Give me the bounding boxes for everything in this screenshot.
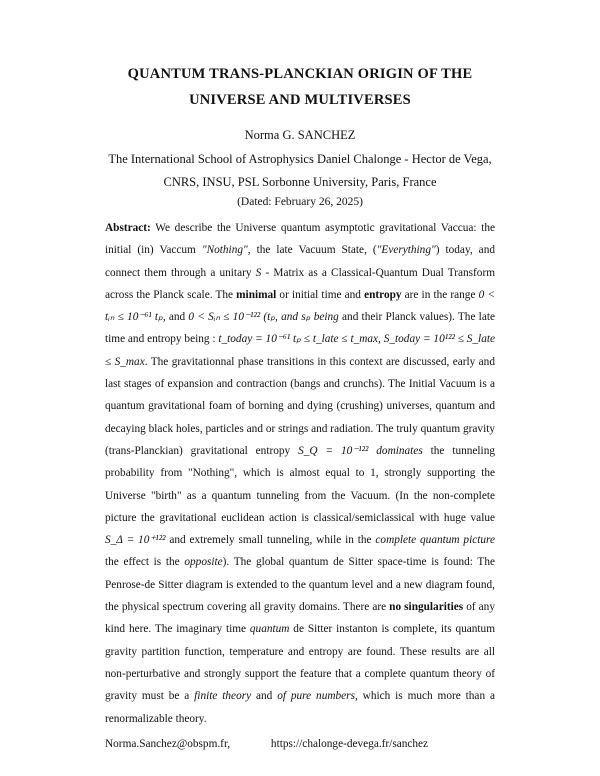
math-sd: S_Δ = 10⁺¹²² [105,534,166,547]
abstract-text: "Nothing" [201,244,248,257]
abstract-text: and extremely small tunneling, while in the [165,534,376,547]
abstract-text: are in the range [401,288,479,301]
math-range-s: 0 < Sᵢₙ ≤ 10⁻¹²² (tₚ, and sₚ being [188,311,339,324]
abstract-text: the tunneling probability from "Nothing", which is almost equal to 1, strongly supporting the Universe "birth" as a quantum tunneling from the Vacuum. (In the non-complete picture the gravitational euclidean action is classical/semiclassical with huge value [105,444,495,524]
abstract [105,217,495,730]
abstract-text: - Matrix as a Classical-Quantum Dual Transform across the Planck scale. The [105,266,495,301]
abstract-text: entropy [364,288,402,301]
abstract-text: complete quantum picture [375,534,495,547]
abstract-text: opposite [184,556,223,569]
abstract-text: minimal [236,288,277,301]
abstract-label: Abstract: [105,222,151,234]
abstract-text: of pure numbers [277,690,355,703]
abstract-text: ) today, and connect them through a unitary [105,244,495,279]
abstract-text: "Everything" [376,244,436,257]
abstract-text: or initial time and [276,288,365,301]
abstract-text: . The gravitationnal phase transitions in this context are discussed, early and last stages of expansion and contraction (bangs and crunchs). The Initial Vacuum is a quantum gravitational foam of borning and dying (crushing) universes, quantum and decaying black holes, particles and or strings and radiation. The truly quantum gravity (trans-Planckian) gravitational entropy [105,355,495,457]
math-sq: S_Q = 10⁻¹²² [298,444,369,457]
abstract-text: no singularities [389,601,464,614]
abstract-text: and [251,690,278,703]
affiliation-line-2: CNRS, INSU, PSL Sorbonne University, Paris, France [163,175,437,189]
affiliation-line-1: The International School of Astrophysics Daniel Chalonge - Hector de Vega, [108,152,492,166]
abstract-text: de Sitter instanton is complete, its quantum gravity partition function, temperature and entropy are found. These results are all non-perturbative and strongly support the feature that a complete quantum theory of gravity must be a [105,623,495,703]
math-range-t: 0 < tᵢₙ ≤ 10⁻⁶¹ tₚ, [105,288,495,324]
math-s: S [255,266,262,279]
abstract-text: and [165,311,189,324]
abstract-text: and their Planck values). The late time and entropy being : [105,311,495,346]
author-website-link[interactable]: https://chalonge-devega.fr/sanchez [270,738,429,750]
abstract-text: dominates [376,444,423,457]
abstract-text: quantum [249,623,290,636]
author-email-link[interactable]: Norma.Sanchez@obspm.fr, [105,738,231,750]
abstract-text: finite theory [194,690,252,703]
abstract-text: ). The global quantum de Sitter space-time is found: The Penrose-de Sitter diagram is extended to the quantum level and a new diagram found, the physical spectrum covering all gravity domains. There are [105,556,495,614]
abstract-text: of any kind here. The imaginary time [105,601,495,636]
abstract-text: the effect is the [105,556,185,569]
abstract-text: , which is much more than a renormalizable theory. [105,690,495,725]
date-line: (Dated: February 26, 2025) [237,196,363,208]
title-line-1: QUANTUM TRANS-PLANCKIAN ORIGIN OF THE [127,66,473,82]
math-late: t_today = 10⁻⁶¹ tₚ ≤ t_late ≤ t_max, S_today = 10¹²² ≤ S_late ≤ S_max [105,333,496,368]
abstract-text: We describe the Universe quantum asymptotic gravitational Vaccua: the initial (in) Vaccum [105,222,495,257]
title-line-2: UNIVERSE AND MULTIVERSES [189,92,411,108]
author-name: Norma G. SANCHEZ [244,128,356,142]
abstract-text: , the late Vacuum State, ( [247,244,377,257]
footer [105,738,495,750]
